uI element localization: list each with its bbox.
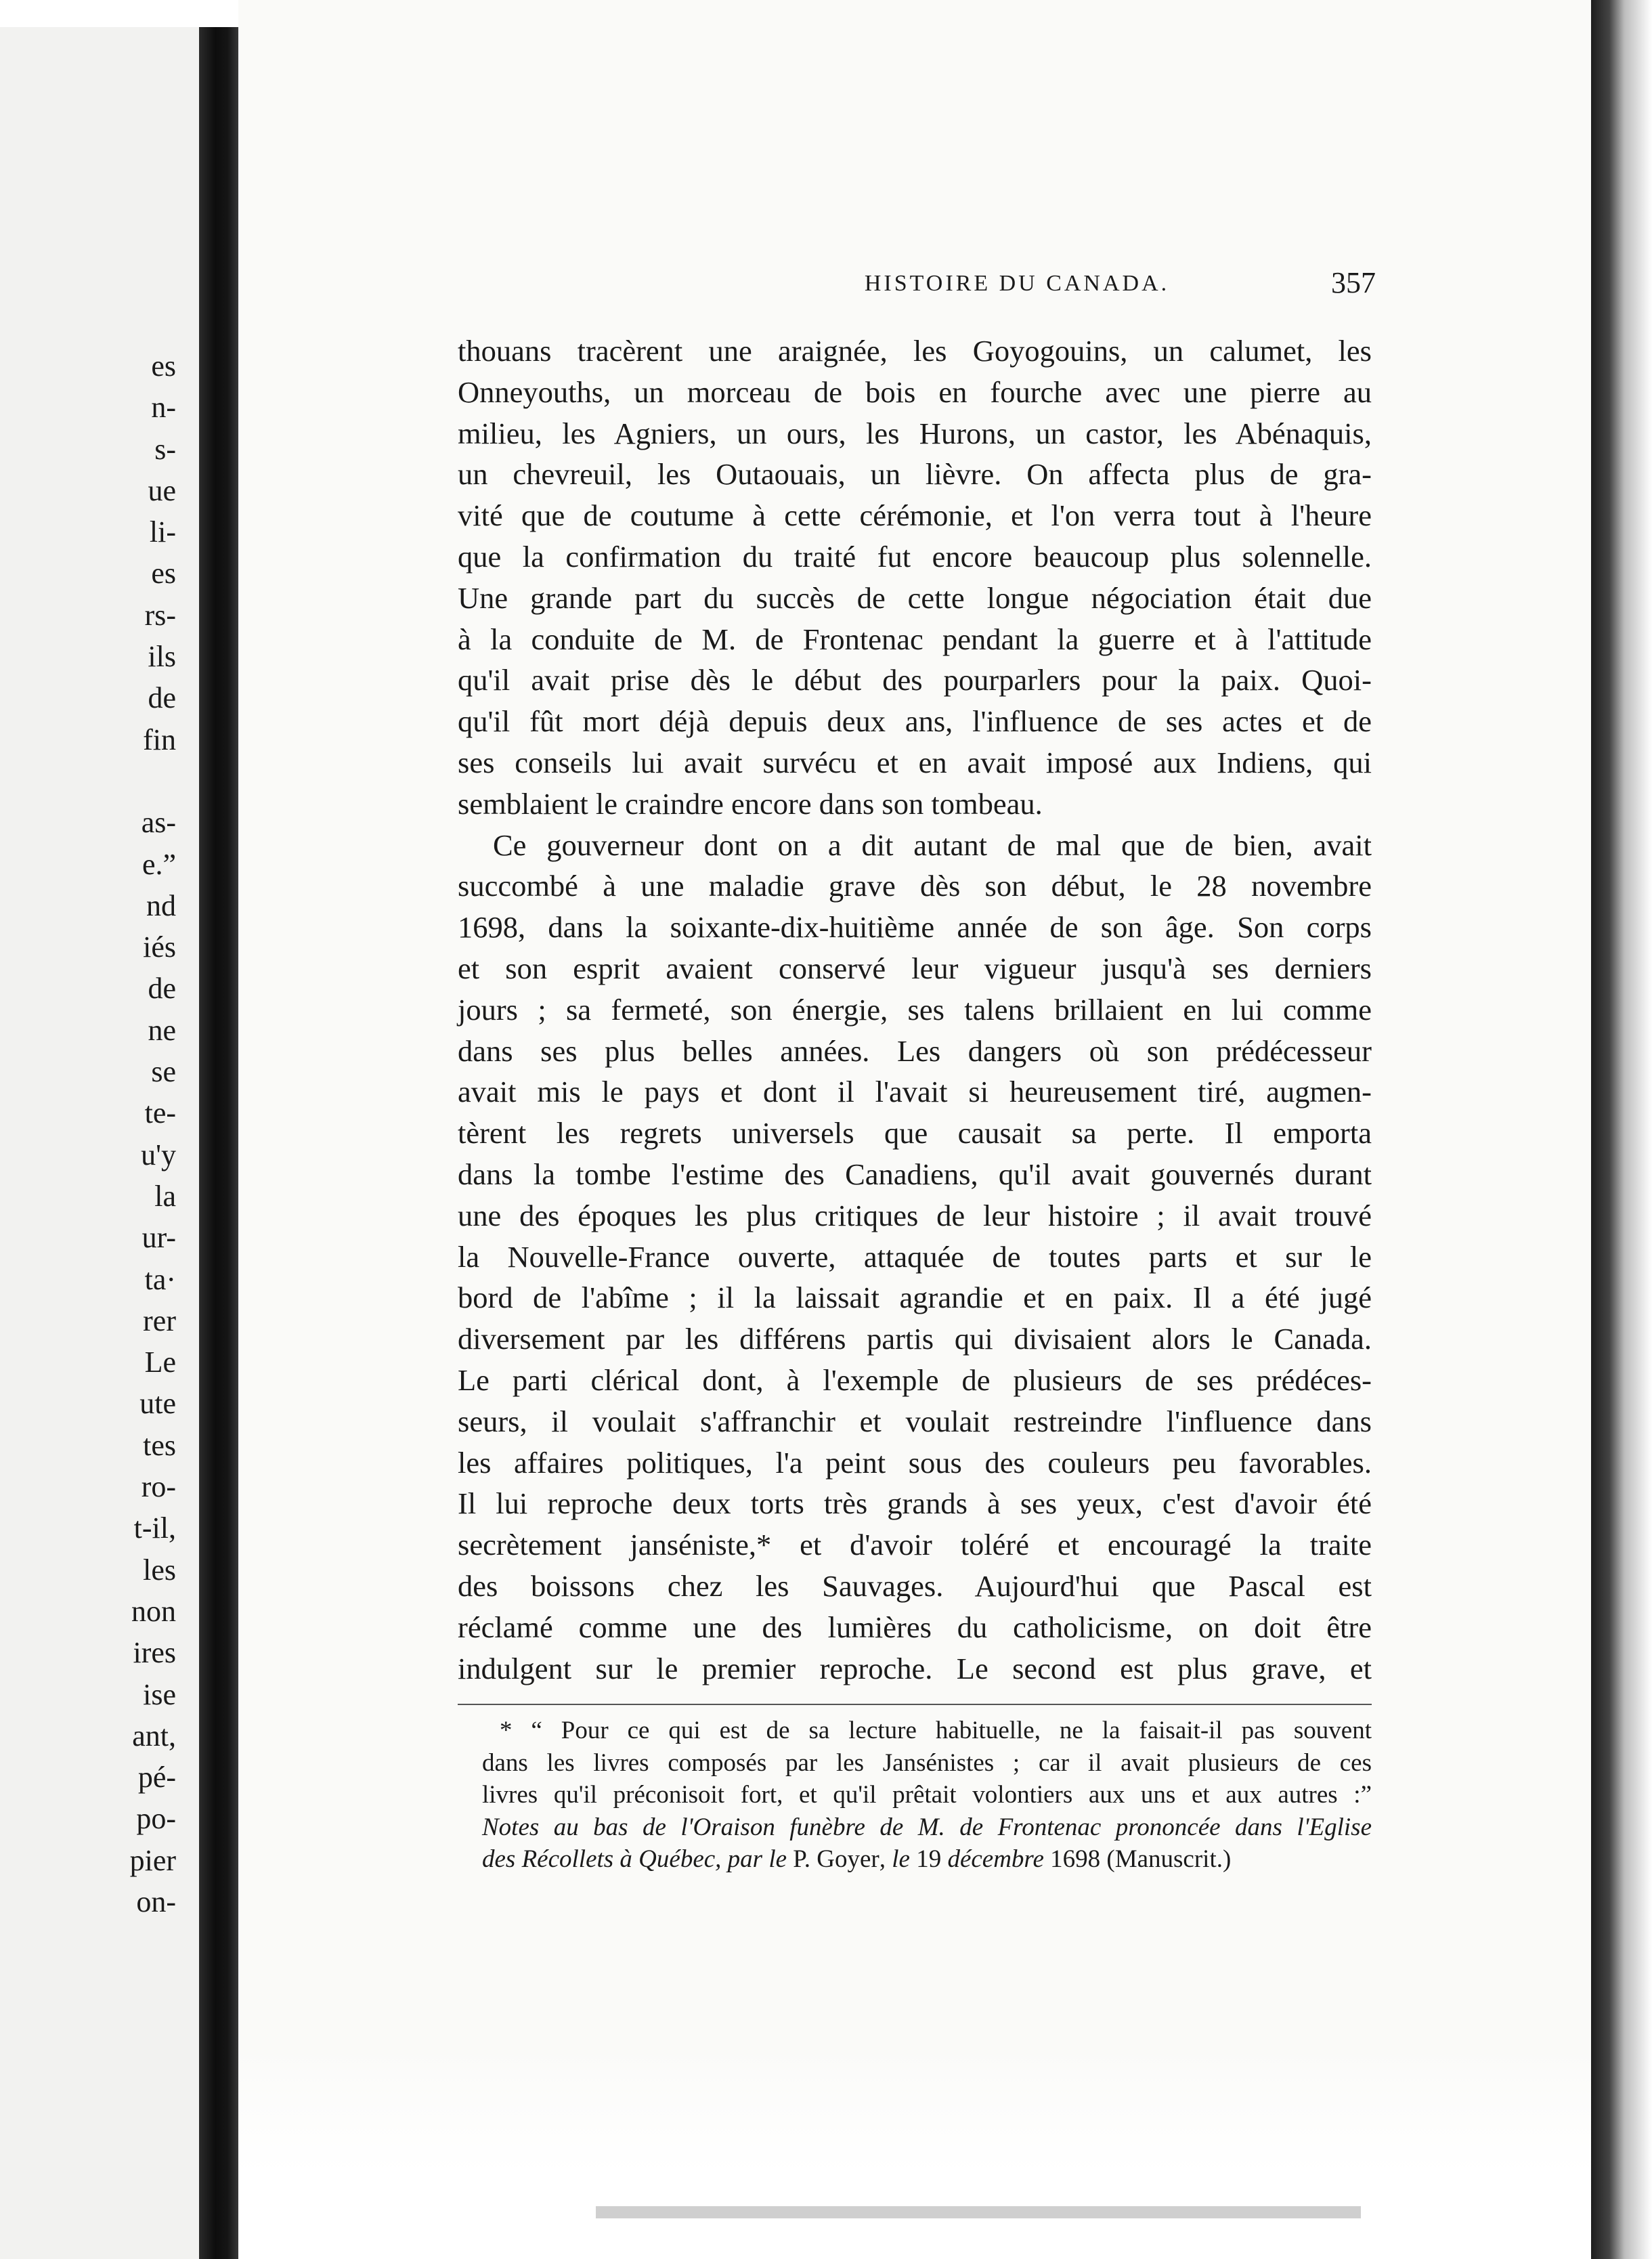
body-line: Une grande part du succès de cette longue négociation était due xyxy=(458,580,1372,615)
fragment-line: t-il, xyxy=(133,1511,176,1545)
facing-page-text-fragments xyxy=(0,345,176,1922)
fragment-line: iés xyxy=(143,930,176,964)
body-line: semblaient le craindre encore dans son tombeau. xyxy=(458,786,1043,821)
fragment-line: e.” xyxy=(142,847,176,881)
page-right-edge-shadow xyxy=(1591,0,1652,2259)
body-line: secrètement janséniste,* et d'avoir toléré et encouragé la traite xyxy=(458,1528,1372,1562)
scan-edge-strip xyxy=(596,2206,1361,2218)
body-line: tèrent les regrets universels que causait sa perte. Il emporta xyxy=(458,1116,1372,1150)
body-line: bord de l'abîme ; il la laissait agrandie et en paix. Il a été jugé xyxy=(458,1281,1372,1315)
fragment-gap xyxy=(0,760,176,802)
body-line: indulgent sur le premier reproche. Le second est plus grave, et xyxy=(458,1651,1372,1685)
fragment-line: rer xyxy=(143,1304,176,1337)
citation-author: P. Goyer xyxy=(793,1845,879,1873)
fragment-line: ires xyxy=(133,1636,176,1670)
fragment-line: rs- xyxy=(144,598,176,632)
fragment-line: ils xyxy=(148,640,176,674)
body-line: seurs, il voulait s'affranchir et voulait restreindre l'influence dans xyxy=(458,1404,1372,1438)
fragment-line: es xyxy=(151,349,176,383)
body-line: Onneyouths, un morceau de bois en fourche avec une pierre au xyxy=(458,374,1372,409)
body-line: Il lui reproche deux torts très grands à ses yeux, c'est d'avoir été xyxy=(458,1486,1372,1521)
fragment-line: pier xyxy=(129,1843,176,1877)
page-bottom-margin xyxy=(238,2045,1591,2259)
fragment-line: es xyxy=(151,557,176,590)
body-line: thouans tracèrent une araignée, les Goyogouins, un calumet, les xyxy=(458,334,1372,368)
book-binding-gutter xyxy=(199,27,240,2259)
body-line: et son esprit avaient conservé leur vigueur jusqu'à ses derniers xyxy=(458,951,1372,985)
citation-year-note: 1698 (Manuscrit.) xyxy=(1050,1845,1232,1873)
fragment-line: de xyxy=(148,681,176,715)
fragment-line: ro- xyxy=(141,1470,176,1504)
fragment-line: li- xyxy=(149,515,176,549)
body-line: un chevreuil, les Outaouais, un lièvre. On affecta plus de gra- xyxy=(458,457,1372,492)
fragment-line: s- xyxy=(154,432,176,466)
body-line: à la conduite de M. de Frontenac pendant la guerre et à l'attitude xyxy=(458,622,1372,656)
body-line: la Nouvelle-France ouverte, attaquée de toutes parts et sur le xyxy=(458,1239,1372,1274)
fragment-line: te- xyxy=(144,1096,176,1130)
body-line: que la confirmation du traité fut encore beaucoup plus solennelle. xyxy=(458,539,1372,574)
body-line: milieu, les Agniers, un ours, les Hurons, un castor, les Abénaquis, xyxy=(458,416,1372,450)
body-line: les affaires politiques, l'a peint sous des couleurs peu favorables. xyxy=(458,1445,1372,1480)
citation-day: 19 xyxy=(916,1845,942,1873)
fragment-line: ta· xyxy=(144,1262,176,1296)
fragment-line: on- xyxy=(136,1885,176,1918)
body-line: ses conseils lui avait survécu et en avait imposé aux Indiens, qui xyxy=(458,745,1372,779)
citation-month: décembre xyxy=(941,1845,1051,1873)
body-line: qu'il fût mort déjà depuis deux ans, l'influence de ses actes et de xyxy=(458,704,1372,739)
fragment-line: tes xyxy=(143,1428,176,1462)
fragment-line: fin xyxy=(143,723,176,756)
body-line: vité que de coutume à cette cérémonie, et l'on verra tout à l'heure xyxy=(458,498,1372,533)
fragment-line: les xyxy=(143,1553,176,1587)
footnote-line: * “ Pour ce qui est de sa lecture habituelle, ne la faisait-il pas souvent xyxy=(500,1717,1372,1744)
body-line: une des époques les plus critiques de leur histoire ; il avait trouvé xyxy=(458,1198,1372,1232)
citation-text: , le xyxy=(879,1845,917,1873)
footnote-citation-line xyxy=(482,1843,1372,1876)
fragment-line: Le xyxy=(144,1346,176,1379)
footnote xyxy=(482,1715,1372,1876)
fragment-line: nd xyxy=(146,888,176,922)
fragment-line: ue xyxy=(148,473,176,507)
footnote-line: dans les livres composés par les Jansénistes ; car il avait plusieurs de ces xyxy=(482,1748,1372,1777)
fragment-line: non xyxy=(131,1594,176,1628)
fragment-line: u'y xyxy=(141,1138,176,1171)
body-line: diversement par les différens partis qui divisaient alors le Canada. xyxy=(458,1322,1372,1356)
body-line: qu'il avait prise dès le début des pourparlers pour la paix. Quoi- xyxy=(458,663,1372,697)
body-line: 1698, dans la soixante-dix-huitième année de son âge. Son corps xyxy=(458,910,1372,945)
page-number: 357 xyxy=(1331,266,1376,299)
fragment-line: la xyxy=(154,1179,176,1213)
fragment-line: pé- xyxy=(137,1761,176,1794)
fragment-line: se xyxy=(151,1055,176,1089)
paragraph-start-line: Ce gouverneur dont on a dit autant de mal que de bien, avait xyxy=(493,827,1372,862)
footnote-separator xyxy=(458,1704,1372,1705)
fragment-line: ant, xyxy=(132,1719,176,1752)
footnote-line: livres qu'il préconisoit fort, et qu'il prêtait volontiers aux uns et aux autres :” xyxy=(482,1781,1372,1809)
body-line: réclamé comme une des lumières du catholicisme, on doit être xyxy=(458,1610,1372,1644)
body-line: succombé à une maladie grave dès son début, le 28 novembre xyxy=(458,869,1372,903)
fragment-line: ute xyxy=(139,1387,176,1421)
body-line: jours ; sa fermeté, son énergie, ses talens brillaient en lui comme xyxy=(458,992,1372,1027)
body-line: dans ses plus belles années. Les dangers où son prédécesseur xyxy=(458,1033,1372,1068)
body-line: dans la tombe l'estime des Canadiens, qu'il avait gouvernés durant xyxy=(458,1157,1372,1191)
facing-page-left xyxy=(0,27,203,2259)
page-header xyxy=(238,265,1591,306)
body-text xyxy=(458,330,1372,1689)
footnote-citation-line: Notes au bas de l'Oraison funèbre de M. de Frontenac prononcée dans l'Eglise xyxy=(482,1813,1372,1841)
fragment-line: as- xyxy=(141,806,176,840)
body-line: des boissons chez les Sauvages. Aujourd'hui que Pascal est xyxy=(458,1568,1372,1603)
fragment-line: ur- xyxy=(142,1221,176,1255)
fragment-line: po- xyxy=(136,1802,176,1836)
citation-text: des Récollets à Québec, par le xyxy=(482,1845,794,1873)
fragment-line: de xyxy=(148,972,176,1006)
running-head: HISTOIRE DU CANADA. xyxy=(864,271,1170,296)
body-line: avait mis le pays et dont il l'avait si heureusement tiré, augmen- xyxy=(458,1075,1372,1109)
body-line: Le parti clérical dont, à l'exemple de plusieurs de ses prédéces- xyxy=(458,1362,1372,1397)
fragment-line: ne xyxy=(148,1013,176,1047)
fragment-line: n- xyxy=(151,391,176,425)
fragment-line: ise xyxy=(143,1677,176,1711)
